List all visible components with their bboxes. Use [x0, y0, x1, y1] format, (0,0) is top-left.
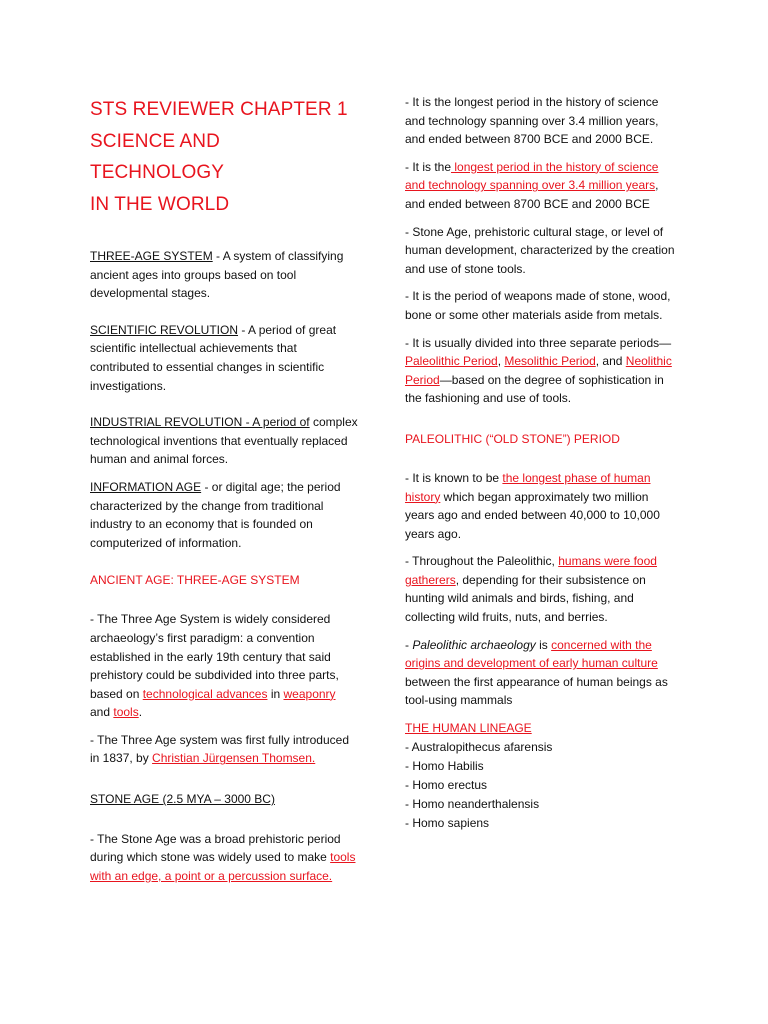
paragraph-stone-age-stage: - Stone Age, prehistoric cultural stage, or level of human development, characterized by the creation and use of stone tools.	[405, 224, 675, 276]
list-item: - Homo sapiens	[405, 816, 490, 831]
text-scientific-revolution: - A period of great scientific intellectual achievements that contributed to essential changes in scientific investigations.	[90, 322, 337, 393]
highlight-food-gatherers: humans were food gatherers	[405, 554, 657, 587]
term-three-age: THREE-AGE SYSTEM	[90, 249, 213, 263]
italic-paleolithic-archaeology: Paleolithic archaeology	[412, 637, 536, 652]
highlight-neolithic-period: Neolithic Period	[405, 354, 672, 387]
highlight-tools-edge: tools with an edge, a point or a percussion surface.	[90, 850, 356, 883]
title-line-1: STS REVIEWER CHAPTER 1	[90, 99, 348, 120]
page-title	[90, 94, 358, 220]
text-industrial-revolution: complex technological inventions that eventually replaced human and animal forces.	[90, 415, 358, 467]
paragraph-longest-period-2	[405, 158, 681, 214]
text-tool-using-mammals: between the first appearance of human beings as tool-using mammals	[405, 674, 668, 708]
highlight-tools: tools	[113, 705, 139, 720]
list-item: - Australopithecus afarensis	[405, 740, 553, 755]
highlight-longest-period: longest period in the history of science and technology spanning over 3.4 million years	[405, 159, 659, 193]
text-divided-periods: - It is usually divided into three separate periods—	[405, 335, 672, 350]
title-line-2: SCIENCE AND TECHNOLOGY	[90, 130, 225, 183]
left-column	[90, 0, 358, 885]
highlight-paleolithic-period: Paleolithic Period	[405, 354, 498, 369]
human-lineage-list	[405, 719, 681, 833]
paragraph-paleolithic-archaeology	[405, 636, 681, 710]
text-subsistence: , depending for their subsistence on hunting wild animals and birds, fishing, and collecting wild fruits, nuts, and berries.	[405, 572, 646, 625]
text-period: .	[138, 705, 143, 720]
heading-human-lineage: THE HUMAN LINEAGE	[405, 721, 532, 736]
text-it-is-the: - It is the	[405, 159, 452, 174]
paragraph-food-gatherers	[405, 552, 681, 626]
definition-information-age	[90, 478, 358, 552]
text-known-to-be: - It is known to be	[405, 470, 503, 485]
text-is: is	[535, 637, 552, 652]
heading-stone-age: STONE AGE (2.5 MYA – 3000 BC)	[90, 792, 275, 807]
paragraph-thomsen	[90, 731, 358, 768]
text-in: in	[267, 686, 284, 701]
heading-paleolithic: PALEOLITHIC (“OLD STONE”) PERIOD	[405, 431, 620, 446]
list-item: - Homo neanderthalensis	[405, 797, 540, 812]
text-information-age: - or digital age; the period characterized by the change from traditional industry to an economy that is founded on computerized of information.	[90, 479, 341, 550]
highlight-mesolithic-period: Mesolithic Period	[504, 354, 596, 369]
highlight-origins-development: concerned with the origins and development of early human culture	[405, 637, 658, 671]
definition-three-age	[90, 247, 358, 303]
text-three-age: - A system of classifying ancient ages into groups based on tool developmental stages.	[90, 249, 344, 301]
text-and-2: , and	[595, 354, 626, 369]
title-line-3: IN THE WORLD	[90, 193, 230, 215]
term-industrial-revolution: INDUSTRIAL REVOLUTION - A period of	[90, 415, 310, 430]
term-information-age: INFORMATION AGE	[90, 479, 202, 494]
list-item: - Homo Habilis	[405, 759, 484, 774]
text-stone-age: - The Stone Age was a broad prehistoric period during which stone was widely used to make	[90, 831, 341, 865]
text-three-age-paradigm: - The Three Age System is widely considered archaeology’s first paradigm: a convention established in the early 19th century that said prehistory could be subdivided into three parts, based on	[90, 612, 339, 701]
text-dash: -	[405, 637, 413, 652]
text-introduced-1837: - The Three Age system was first fully introduced in 1837, by	[90, 732, 350, 766]
highlight-longest-phase: the longest phase of human history	[405, 470, 651, 504]
definition-scientific-revolution	[90, 321, 358, 395]
definition-industrial-revolution	[90, 413, 358, 469]
right-column	[405, 0, 681, 833]
paragraph-longest-period-1: - It is the longest period in the history of science and technology spanning over 3.4 million years, and ended between 8700 BCE and 2000 BCE.	[405, 95, 659, 147]
highlight-technological-advances: technological advances	[142, 686, 268, 701]
text-comma: ,	[497, 354, 505, 369]
paragraph-paleolithic-longest	[405, 469, 681, 543]
paragraph-stone-age	[90, 830, 358, 886]
text-ended-between: , and ended between 8700 BCE and 2000 BCE	[405, 178, 659, 211]
text-degree-sophistication: —based on the degree of sophistication in the fashioning and use of tools.	[405, 372, 664, 406]
list-item: - Homo erectus	[405, 778, 488, 793]
term-scientific-revolution: SCIENTIFIC REVOLUTION	[90, 322, 239, 337]
heading-ancient-age: ANCIENT AGE: THREE-AGE SYSTEM	[90, 573, 300, 588]
highlight-weaponry: weaponry	[283, 686, 336, 701]
text-began-approx: which began approximately two million years ago and ended between 40,000 to 10,000 years ago.	[405, 489, 660, 541]
text-throughout: - Throughout the Paleolithic,	[405, 554, 559, 569]
paragraph-three-age-paradigm	[90, 610, 358, 722]
highlight-thomsen: Christian Jürgensen Thomsen.	[152, 751, 316, 766]
paragraph-weapons: - It is the period of weapons made of stone, wood, bone or some other materials aside from metals.	[405, 289, 671, 322]
text-and: and	[90, 705, 114, 720]
paragraph-three-periods	[405, 334, 681, 408]
